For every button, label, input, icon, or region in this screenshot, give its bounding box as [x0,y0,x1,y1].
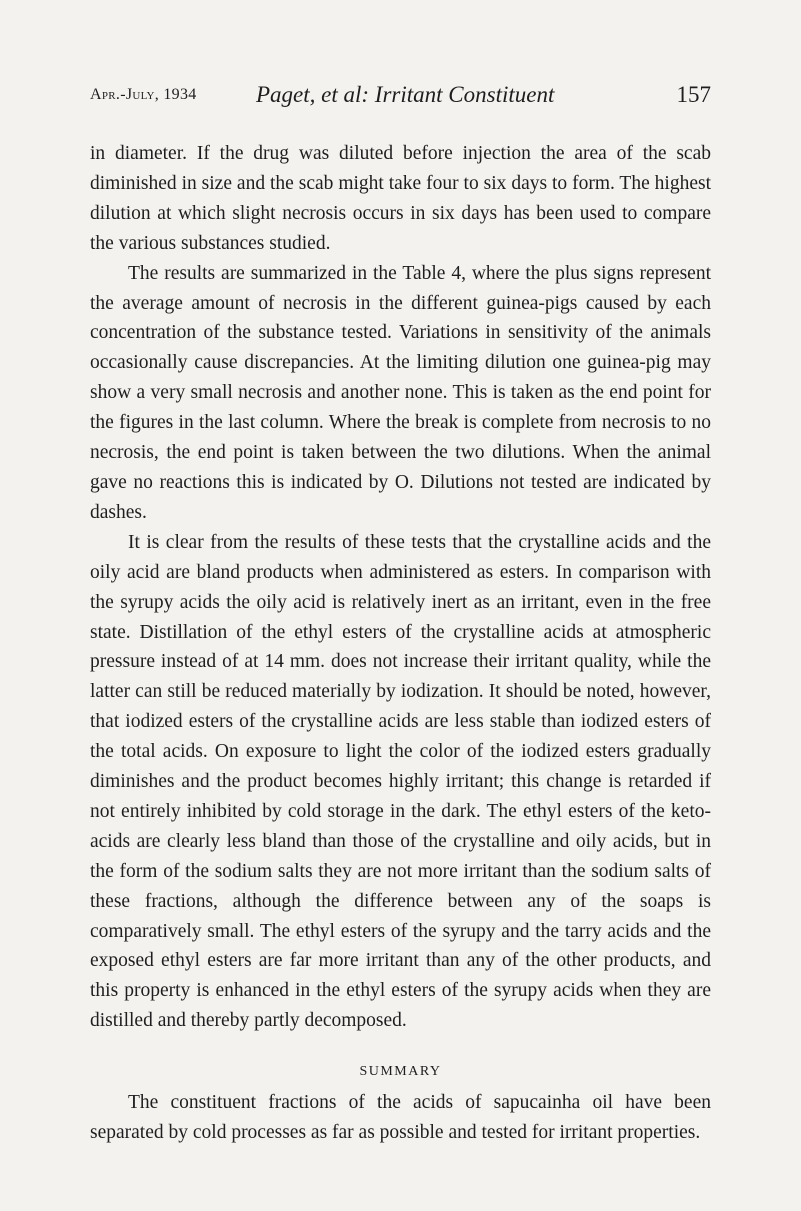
summary-paragraph: The constituent fractions of the acids of sapucainha oil have been separated by cold processes as far as possible and tested for irritant properties. [90,1092,711,1144]
summary-heading: SUMMARY [359,1064,442,1080]
paragraph-continued: in diameter. If the drug was diluted before injection the area of the scab diminished in size and the scab might take four to six days to form. The highest dilution at which slight necrosis occurs in six days has been used to compare the various substances studied. [90,143,711,254]
article-body [90,139,711,1148]
page-number: 157 [676,82,711,107]
running-title: Paget, et al: Irritant Constituent [256,82,555,107]
running-head [90,78,711,110]
issue-date: Apr.-July, 1934 [90,86,197,103]
paragraph-discussion: It is clear from the results of these tests that the crystalline acids and the oily acid are bland products when administered as esters. In comparison with the syrupy acids the oily acid is relatively inert as an irritant, even in the free state. Distillation of the ethyl esters of the crystalline acids at atmospheric pressure instead of at 14 mm. does not increase their irritant quality, while the latter can still be reduced materially by iodization. It should be noted, however, that iodized esters of the crystalline acids are less stable than iodized esters of the total acids. On exposure to light the color of the iodized esters gradually diminishes and the product becomes highly irritant; this change is retarded if not entirely inhibited by cold storage in the dark. The ethyl esters of the keto-acids are clearly less bland than those of the crystalline and oily acids, but in the form of the sodium salts they are not more irritant than the sodium salts of these fractions, although the difference between any of the soaps is comparatively small. The ethyl esters of the syrupy and the tarry acids and the exposed ethyl esters are far more irritant than any of the other products, and this property is enhanced in the ethyl esters of the syrupy acids when they are distilled and thereby partly decomposed. [90,531,711,1032]
paragraph-results: The results are summarized in the Table 4, where the plus signs represent the average amount of necrosis in the different guinea-pigs caused by each concentration of the substance tested. Variations in sensitivity of the animals occasionally cause discrepancies. At the limiting dilution one guinea-pig may show a very small necrosis and another none. This is taken as the end point for the figures in the last column. Where the break is complete from necrosis to no necrosis, the end point is taken between the two dilutions. When the animal gave no reactions this is indicated by O. Dilutions not tested are indicated by dashes. [90,262,711,523]
